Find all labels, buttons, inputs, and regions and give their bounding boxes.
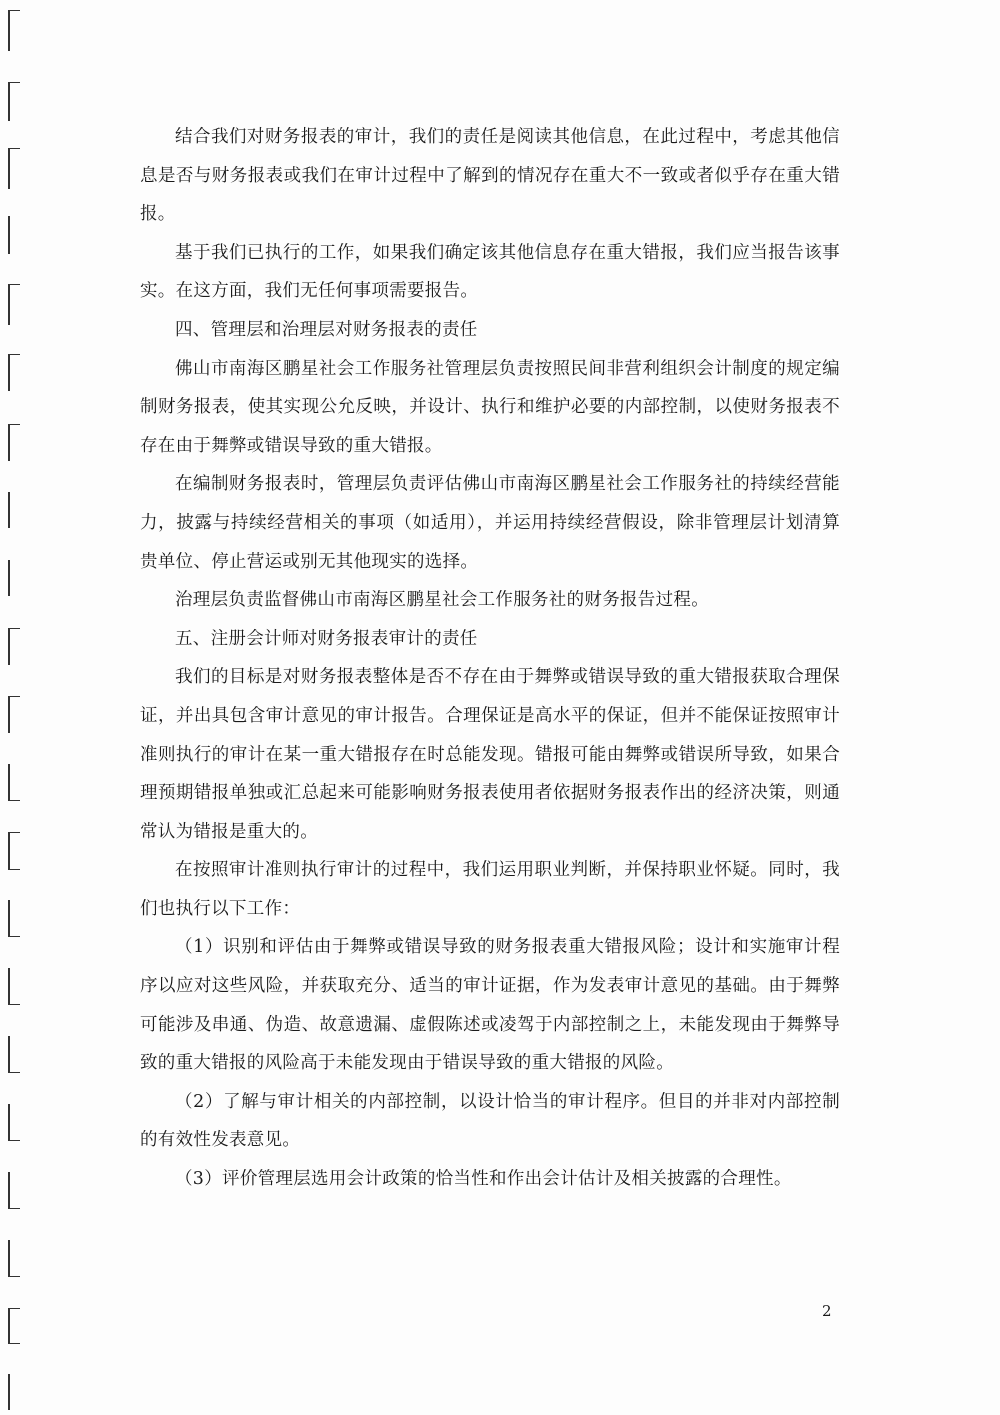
paragraph-going-concern: 在编制财务报表时，管理层负责评估佛山市南海区鹏星社会工作服务社的持续经营能力，披露与持续经营相关的事项（如适用），并运用持续经营假设，除非管理层计划清算贵单位、停止营运或别无其他现实的选择。 — [140, 474, 840, 572]
paragraph-other-info-responsibility: 结合我们对财务报表的审计，我们的责任是阅读其他信息，在此过程中，考虑其他信息是否与财务报表或我们在审计过程中了解到的情况存在重大不一致或者似乎存在重大错报。 — [140, 127, 840, 225]
binding-bracket — [8, 968, 20, 1005]
paragraph-governance-oversight: 治理层负责监督佛山市南海区鹏星社会工作服务社的财务报告过程。 — [175, 590, 709, 611]
paragraph-item-2-internal-control: （2）了解与审计相关的内部控制，以设计恰当的审计程序。但目的并非对内部控制的有效性发表意见。 — [140, 1091, 840, 1151]
binding-bracket — [8, 424, 20, 461]
section-heading-management-responsibility: 四、管理层和治理层对财务报表的责任 — [175, 319, 478, 340]
binding-marks — [0, 0, 40, 1415]
binding-bracket — [8, 354, 20, 391]
binding-bracket — [8, 628, 20, 665]
binding-bracket — [8, 82, 20, 121]
binding-bracket — [8, 1374, 20, 1410]
paragraph-management-preparation: 佛山市南海区鹏星社会工作服务社管理层负责按照民间非营利组织会计制度的规定编制财务报表，使其实现公允反映，并设计、执行和维护必要的内部控制，以使财务报表不存在由于舞弊或错误导致的重大错报。 — [140, 358, 840, 456]
binding-bracket — [8, 284, 20, 325]
paragraph-other-info-conclusion: 基于我们已执行的工作，如果我们确定该其他信息存在重大错报，我们应当报告该事实。在这方面，我们无任何事项需要报告。 — [140, 242, 840, 302]
binding-bracket — [8, 1240, 20, 1277]
paragraph-item-1-risk-assessment: （1）识别和评估由于舞弊或错误导致的财务报表重大错报风险；设计和实施审计程序以应对这些风险，并获取充分、适当的审计证据，作为发表审计意见的基础。由于舞弊可能涉及串通、伪造、故意遗漏、虚假陈述或凌驾于内部控制之上，未能发现由于舞弊导致的重大错报的风险高于未能发现由于错误导致的重大错报的风险。 — [140, 937, 840, 1074]
binding-bracket — [8, 216, 20, 254]
paragraph-audit-objective: 我们的目标是对财务报表整体是否不存在由于舞弊或错误导致的重大错报获取合理保证，并出具包含审计意见的审计报告。合理保证是高水平的保证，但并不能保证按照审计准则执行的审计在某一重大错报存在时总能发现。错报可能由舞弊或错误所导致，如果合理预期错报单独或汇总起来可能影响财务报表使用者依据财务报表作出的经济决策，则通常认为错报是重大的。 — [140, 667, 840, 842]
binding-bracket — [8, 1104, 20, 1141]
paragraph-item-3-accounting-policies: （3）评价管理层选用会计政策的恰当性和作出会计估计及相关披露的合理性。 — [175, 1169, 792, 1190]
binding-bracket — [8, 1036, 20, 1073]
document-body — [140, 118, 840, 1199]
binding-bracket — [8, 1172, 20, 1209]
binding-bracket — [8, 492, 20, 528]
binding-bracket — [8, 764, 20, 801]
binding-bracket — [8, 148, 20, 189]
paragraph-professional-judgment: 在按照审计准则执行审计的过程中，我们运用职业判断，并保持职业怀疑。同时，我们也执行以下工作： — [140, 860, 840, 919]
page-number: 2 — [822, 1302, 832, 1320]
binding-bracket — [8, 900, 20, 937]
binding-bracket — [8, 10, 20, 51]
binding-bracket — [8, 1308, 20, 1344]
binding-bracket — [8, 696, 20, 733]
section-heading-auditor-responsibility: 五、注册会计师对财务报表审计的责任 — [175, 628, 478, 649]
binding-bracket — [8, 832, 20, 870]
binding-bracket — [8, 560, 20, 596]
